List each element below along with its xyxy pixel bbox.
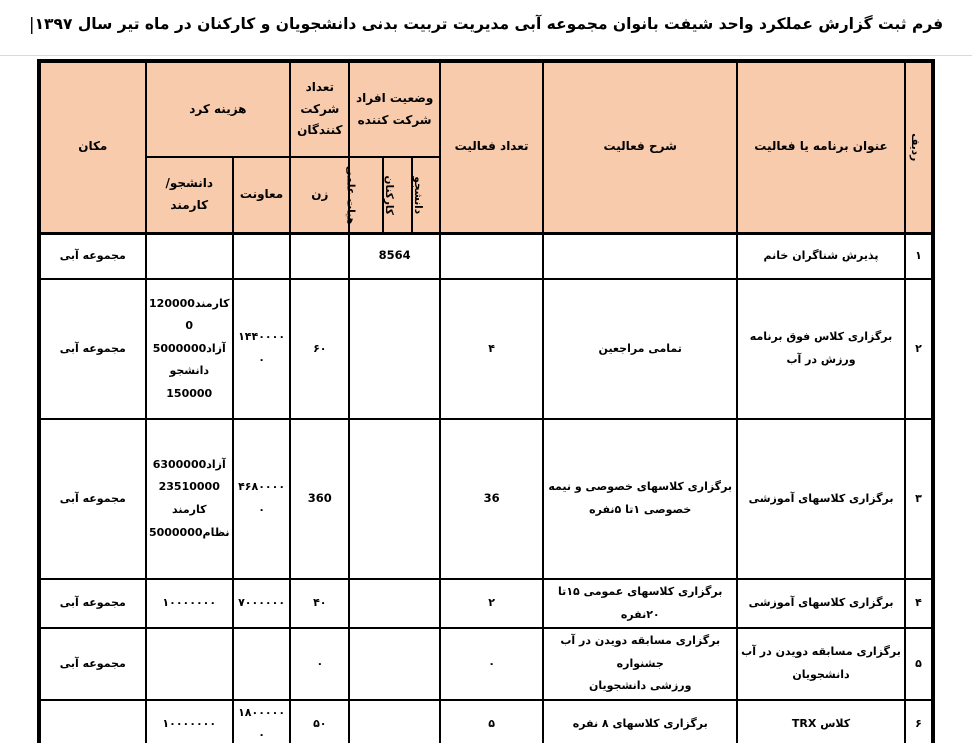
activity-count-cell: ۴ — [440, 279, 543, 419]
program-title-cell: پذیرش شناگران خانم — [737, 233, 905, 279]
header-participant-status: وضعیت افراد شرکت کننده — [349, 61, 439, 157]
table-row — [39, 700, 933, 743]
header-status-staff-label: کارکنان — [383, 175, 396, 215]
page-title — [0, 0, 972, 46]
deputy-cost-cell — [233, 628, 290, 700]
row-number-cell: ۶ — [905, 700, 933, 743]
program-title-cell: کلاس TRX — [737, 700, 905, 743]
text-cursor: | — [28, 15, 35, 35]
header-participant-count: تعداد شرکت کنندگان — [290, 61, 349, 157]
deputy-cost-cell: ۱۴۴۰۰۰۰۰ — [233, 279, 290, 419]
header-row-1 — [39, 61, 933, 157]
program-title-cell: برگزاری کلاسهای آموزشی — [737, 579, 905, 628]
student-employee-cost-cell — [146, 628, 233, 700]
women-count-cell: 360 — [290, 419, 349, 579]
deputy-cost-cell: ۴۶۸۰۰۰۰ ۰ — [233, 419, 290, 579]
activity-desc-cell: برگزاری کلاسهای ۸ نفره — [543, 700, 737, 743]
header-row-number — [905, 61, 933, 233]
table-header — [39, 61, 933, 233]
header-expenditure: هزینه کرد — [146, 61, 291, 157]
participant-status-cell — [349, 419, 439, 579]
header-activity-desc: شرح فعالیت — [543, 61, 737, 233]
student-employee-cost-cell: کارمند120000 0 آزاد5000000 دانشجو 150000 — [146, 279, 233, 419]
women-count-cell — [290, 233, 349, 279]
student-employee-cost-cell: آزاد6300000 23510000 کارمند نظام5000000 — [146, 419, 233, 579]
women-count-cell: ۶۰ — [290, 279, 349, 419]
row-number-cell: ۳ — [905, 419, 933, 579]
activity-count-cell: ۰ — [440, 628, 543, 700]
table-row — [39, 233, 933, 279]
header-status-faculty-label: هیات علمی — [344, 165, 357, 225]
activity-desc-cell: تمامی مراجعین — [543, 279, 737, 419]
deputy-cost-cell: ۷۰۰۰۰۰۰ — [233, 579, 290, 628]
participant-status-cell — [349, 628, 439, 700]
participant-status-cell: 8564 — [349, 233, 439, 279]
table-body — [39, 233, 933, 743]
program-title-cell: برگزاری کلاسهای آموزشی — [737, 419, 905, 579]
row-number-cell: ۵ — [905, 628, 933, 700]
participant-status-cell — [349, 579, 439, 628]
participant-status-cell — [349, 700, 439, 743]
row-number-cell: ۴ — [905, 579, 933, 628]
header-exp-student-employee: دانشجو/ کارمند — [146, 157, 233, 233]
activity-desc-cell: برگزاری کلاسهای عمومی ۱۵تا ۲۰نفره — [543, 579, 737, 628]
student-employee-cost-cell: ۱۰۰۰۰۰۰۰ — [146, 579, 233, 628]
program-title-cell: برگزاری کلاس فوق برنامه ورزش در آب — [737, 279, 905, 419]
location-cell: مجموعه آبی — [39, 579, 146, 628]
student-employee-cost-cell — [146, 233, 233, 279]
location-cell: مجموعه آبی — [39, 233, 146, 279]
header-activity-count: تعداد فعالیت — [440, 61, 543, 233]
location-cell: مجموعه آبی — [39, 628, 146, 700]
activity-desc-cell — [543, 233, 737, 279]
table-row — [39, 419, 933, 579]
table-row — [39, 628, 933, 700]
header-status-student — [412, 157, 440, 233]
women-count-cell: ۵۰ — [290, 700, 349, 743]
page-title-text: فرم ثبت گزارش عملکرد واحد شیفت بانوان مجموعه آبی مدیریت تربیت بدنی دانشجویان و کارکنان در ماه تیر سال ۱۳۹۷ — [34, 15, 944, 33]
performance-report-table — [37, 59, 935, 743]
location-cell: مجموعه آبی — [39, 419, 146, 579]
header-location: مکان — [39, 61, 146, 233]
header-status-student-label: دانشجو — [412, 176, 425, 215]
activity-count-cell: ۲ — [440, 579, 543, 628]
student-employee-cost-cell: ۱۰۰۰۰۰۰۰ — [146, 700, 233, 743]
activity-desc-cell: برگزاری کلاسهای خصوصی و نیمه خصوصی ۱تا ۵نفره — [543, 419, 737, 579]
row-number-cell: ۲ — [905, 279, 933, 419]
women-count-cell: ۴۰ — [290, 579, 349, 628]
row-number-cell: ۱ — [905, 233, 933, 279]
header-row-number-label: ردیف — [909, 133, 922, 162]
title-divider — [0, 55, 972, 56]
deputy-cost-cell — [233, 233, 290, 279]
activity-desc-cell: برگزاری مسابقه دویدن در آب جشنواره ورزشی دانشجویان — [543, 628, 737, 700]
activity-count-cell: ۵ — [440, 700, 543, 743]
table-row — [39, 579, 933, 628]
activity-count-cell — [440, 233, 543, 279]
participant-status-cell — [349, 279, 439, 419]
program-title-cell: برگزاری مسابقه دویدن در آب دانشجویان — [737, 628, 905, 700]
header-program-title: عنوان برنامه یا فعالیت — [737, 61, 905, 233]
table-row — [39, 279, 933, 419]
header-exp-deputy: معاونت — [233, 157, 290, 233]
location-cell: مجموعه آبی — [39, 279, 146, 419]
women-count-cell: ۰ — [290, 628, 349, 700]
header-women: زن — [290, 157, 349, 233]
activity-count-cell: 36 — [440, 419, 543, 579]
location-cell — [39, 700, 146, 743]
deputy-cost-cell: ۱۸۰۰۰۰۰۰ — [233, 700, 290, 743]
